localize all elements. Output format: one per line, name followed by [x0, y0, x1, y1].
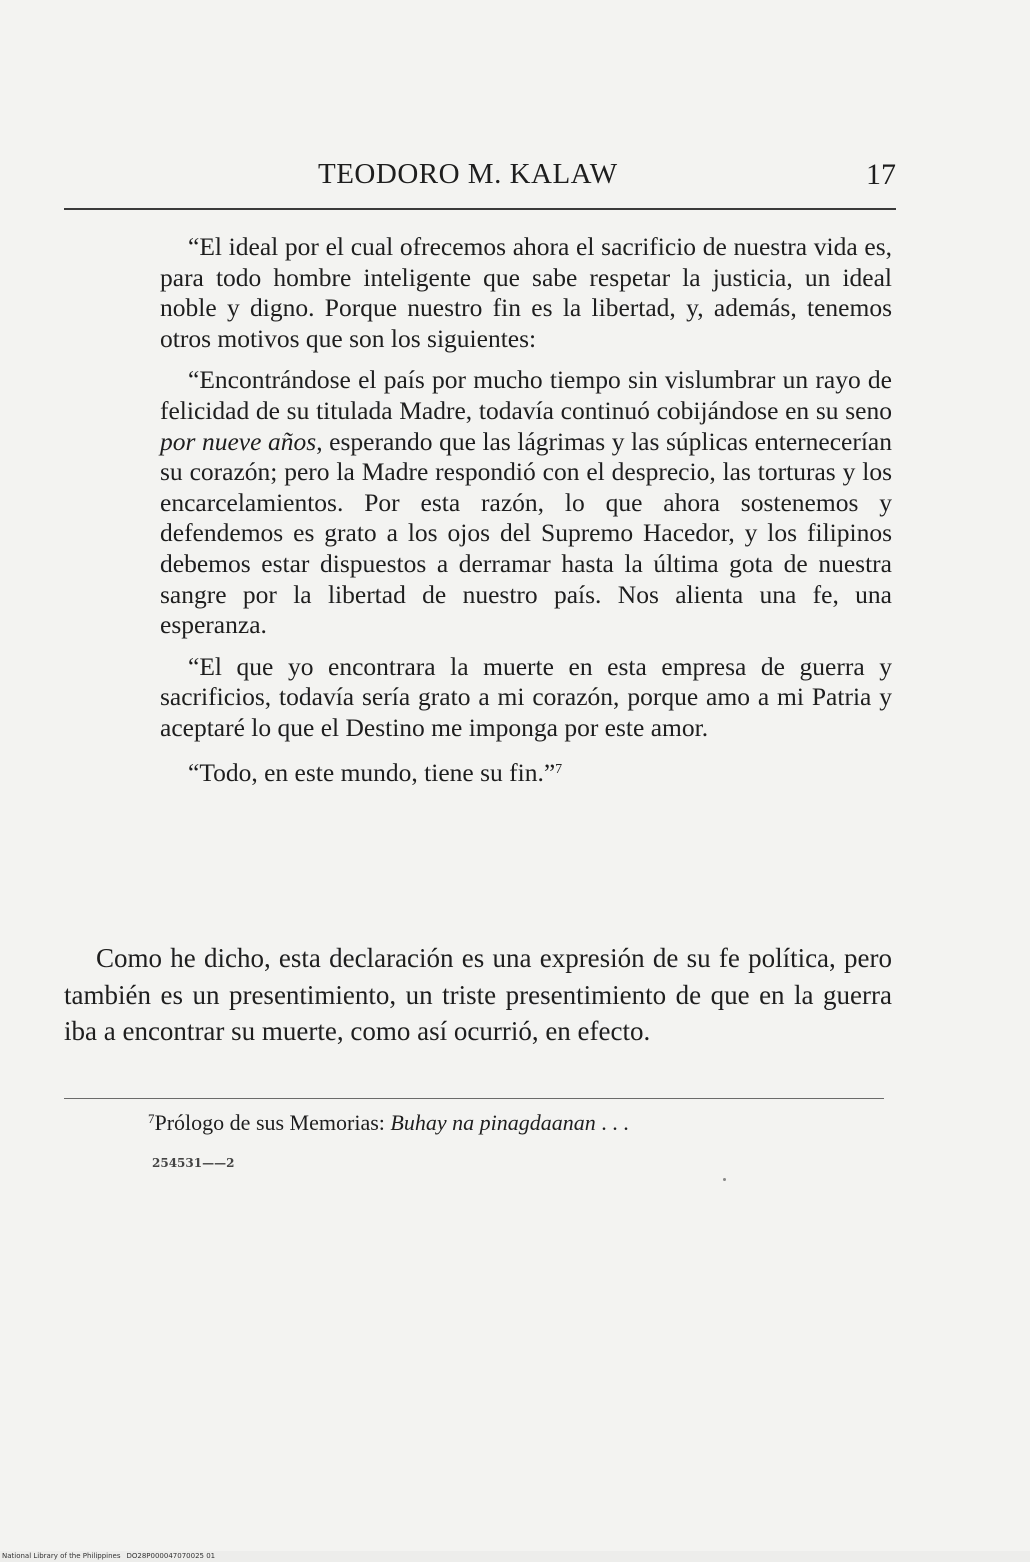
quote-text: “Todo, en este mundo, tiene su fin.” — [188, 757, 556, 787]
footnote — [148, 1110, 629, 1136]
footnote-rule — [64, 1098, 884, 1099]
quote-italic-text: por nueve años — [160, 426, 317, 456]
quote-paragraph — [160, 365, 892, 640]
page-speck — [723, 1178, 726, 1181]
footnote-reference: 7 — [555, 761, 563, 777]
quote-text: , esperando que las lágrimas y las súplicas enternecerían su corazón; pero la Madre respondió con el desprecio, las torturas y los encarcelamientos. Por esta razón, lo que ahora sostenemos y defendemos es grato a los ojos del Supremo Hacedor, y los filipinos debemos estar dispuestos a derramar hasta la última gota de nuestra sangre por la libertad de nuestro país. Nos alienta una fe, una esperanza. — [160, 426, 892, 640]
scan-code: DO28P000047070025 01 — [126, 1552, 216, 1560]
running-title: TEODORO M. KALAW — [318, 158, 618, 190]
footnote-text: Prólogo de sus Memorias: — [154, 1110, 391, 1135]
body-paragraph: Como he dicho, esta declaración es una expresión de su fe política, pero también es un presentimiento, un triste presentimiento de que en la guerra iba a encontrar su muerte, como así ocurrió, en efecto. — [64, 943, 892, 1046]
quote-paragraph: “El que yo encontrara la muerte en esta empresa de guerra y sacrificios, todavía sería grato a mi corazón, porque amo a mi Patria y aceptaré lo que el Destino me imponga por este amor. — [160, 651, 892, 742]
quote-paragraph: “El ideal por el cual ofrecemos ahora el sacrificio de nuestra vida es, para todo hombre inteligente que sabe respetar la justicia, un ideal noble y digno. Porque nuestro fin es la libertad, y, además, tenemos otros motivos que son los siguientes: — [160, 232, 892, 353]
page-number: 17 — [866, 158, 896, 191]
quote-paragraph — [160, 755, 892, 789]
printer-signature-mark: 254531——2 — [152, 1156, 235, 1170]
footnote-ellipsis: . . . — [595, 1110, 629, 1135]
footnote-marker: 7 — [148, 1111, 155, 1126]
quote-text: “Encontrándose el país por mucho tiempo sin vislumbrar un rayo de felicidad de su titulada Madre, todavía continuó cobijándose en su seno — [160, 365, 892, 425]
scan-attribution — [2, 1552, 215, 1560]
body-text — [64, 940, 892, 1050]
quotation-block — [160, 232, 892, 788]
library-name: National Library of the Philippines — [2, 1552, 121, 1560]
running-header — [0, 158, 1030, 198]
header-rule — [64, 208, 896, 210]
footnote-italic-title: Buhay na pinagdaanan — [390, 1110, 596, 1135]
